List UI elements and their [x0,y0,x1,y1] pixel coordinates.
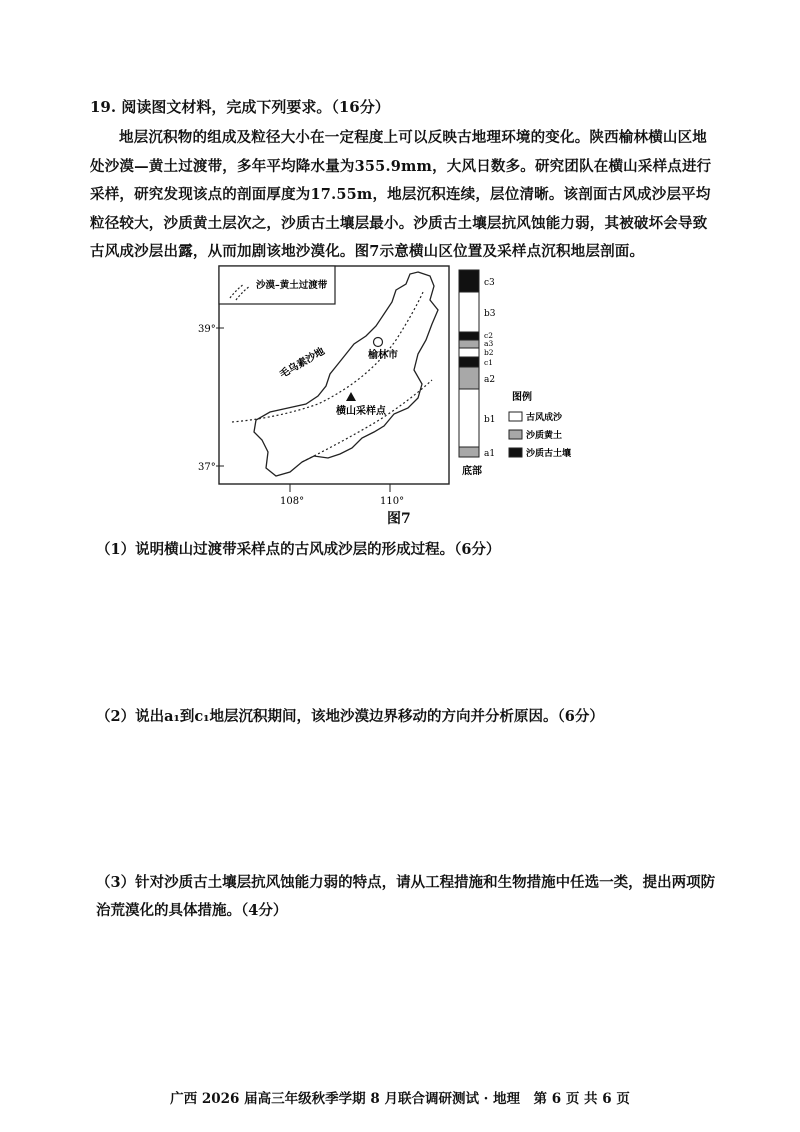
strat-column [459,270,479,457]
layer-a1 [459,447,479,457]
layer-c3 [459,270,479,292]
lat-37-label: 37° [198,462,216,473]
layer-a2 [459,367,479,389]
legend-loess: 沙质黄土 [526,431,563,441]
figure-7 [198,262,572,512]
label-b1: b1 [484,415,496,425]
lat-39-label: 39° [198,324,216,335]
column-bottom-label: 底部 [462,466,482,477]
legend-aeolian: 古风成沙 [526,413,563,423]
city-marker-icon [374,338,383,347]
label-a1: a1 [484,449,496,459]
layer-b1 [459,389,479,447]
label-b2: b2 [484,348,494,357]
city-label: 榆林市 [368,350,398,361]
figure-caption: 图7 [387,511,411,527]
question-instruction: 阅读图文材料，完成下列要求。（16分） [121,98,390,116]
subquestion-1: （1）说明横山过渡带采样点的古风成沙层的形成过程。（6分） [96,541,501,558]
label-c2: c2 [484,331,493,340]
layer-c1 [459,357,479,367]
subquestion-3: （3）针对沙质古土壤层抗风蚀能力弱的特点，请从工程措施和生物措施中任选一类，提出两项防治荒漠化的具体措施。（4分） [96,874,716,919]
layer-a3 [459,340,479,348]
sample-point-icon [346,392,356,401]
layer-b3 [459,292,479,332]
legend-swatch-paleosol [509,448,522,457]
label-c1: c1 [484,358,493,367]
label-a2: a2 [484,375,496,385]
question-number: 19. [90,98,117,116]
question-header [90,96,390,117]
legend-paleosol: 沙质古土壤 [526,449,572,459]
lon-108-label: 108° [280,496,305,507]
lon-110-label: 110° [380,496,405,507]
legend-swatch-aeolian [509,412,522,421]
map-legend-label: 沙漠–黄土过渡带 [256,280,328,291]
layer-c2 [459,332,479,340]
label-a3: a3 [484,339,494,348]
layer-b2 [459,348,479,357]
material-paragraph: 地层沉积物的组成及粒径大小在一定程度上可以反映古地理环境的变化。陕西榆林横山区地处沙漠—黄土过渡带，多年平均降水量为355.9mm，大风日数多。研究团队在横山采样点进行采样，研究发现该点的剖面厚度为17.55m，地层沉积连续，层位清晰。该剖面古风成沙层平均粒径较大，沙质黄土层次之，沙质古土壤层最小。沙质古土壤层抗风蚀能力弱，其被破坏会导致古风成沙层出露，从而加剧该地沙漠化。图7示意横山区位置及采样点沉积地层剖面。 [90,129,712,260]
figure-svg [198,262,572,512]
column-labels [484,278,496,459]
label-b3: b3 [484,309,496,319]
subquestion-2: （2）说出a₁到c₁地层沉积期间，该地沙漠边界移动的方向并分析原因。（6分） [96,708,604,725]
legend-title: 图例 [512,392,532,403]
legend-swatch-loess [509,430,522,439]
page-footer: 广西 2026 届高三年级秋季学期 8 月联合调研测试 · 地理 第 6 页 共 6 页 [170,1091,630,1107]
label-c3: c3 [484,278,495,288]
sample-label: 横山采样点 [336,406,386,417]
desert-label: 毛乌素沙地 [278,346,327,381]
